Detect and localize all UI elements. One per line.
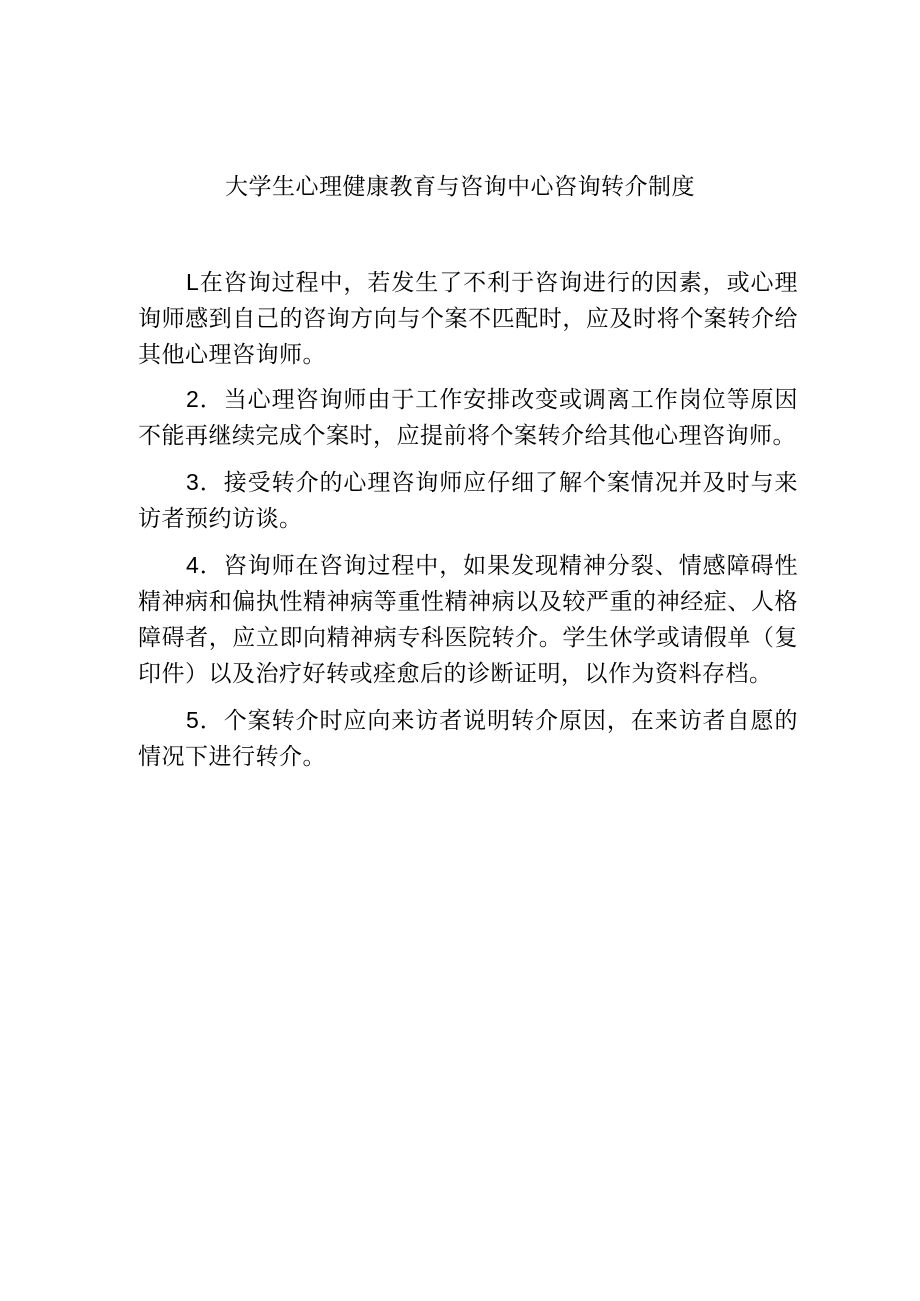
paragraph-4 (138, 547, 798, 692)
paragraph-number: L (186, 269, 200, 295)
paragraph-text: ．个案转介时应向来访者说明转介原因，在来访者自愿的情况下进行转介。 (138, 708, 798, 770)
paragraph-number: 3 (186, 469, 200, 495)
paragraph-number: 4 (186, 552, 200, 578)
paragraph-text: ．当心理咨询师由于工作安排改变或调离工作岗位等原因不能再继续完成个案时，应提前将个案转介给其他心理咨询师。 (138, 387, 798, 449)
paragraph-5 (138, 702, 798, 775)
document-body (138, 264, 798, 775)
document-title: 大学生心理健康教育与咨询中心咨询转介制度 (225, 174, 695, 200)
paragraph-text: 在咨询过程中，若发生了不利于咨询进行的因素，或心理询师感到自己的咨询方向与个案不匹配时，应及时将个案转介给其他心理咨询师。 (138, 270, 798, 368)
paragraph-text: ．咨询师在咨询过程中，如果发现精神分裂、情感障碍性精神病和偏执性精神病等重性精神病以及较严重的神经症、人格障碍者，应立即向精神病专科医院转介。学生休学或请假单（复印件）以及治疗好转或痊愈后的诊断证明，以作为资料存档。 (138, 553, 798, 687)
paragraph-2 (138, 381, 798, 454)
paragraph-text: ．接受转介的心理咨询师应仔细了解个案情况并及时与来访者预约访谈。 (138, 470, 798, 532)
paragraph-1 (138, 264, 798, 373)
paragraph-3 (138, 464, 798, 537)
paragraph-number: 2 (186, 386, 200, 412)
paragraph-number: 5 (186, 707, 200, 733)
